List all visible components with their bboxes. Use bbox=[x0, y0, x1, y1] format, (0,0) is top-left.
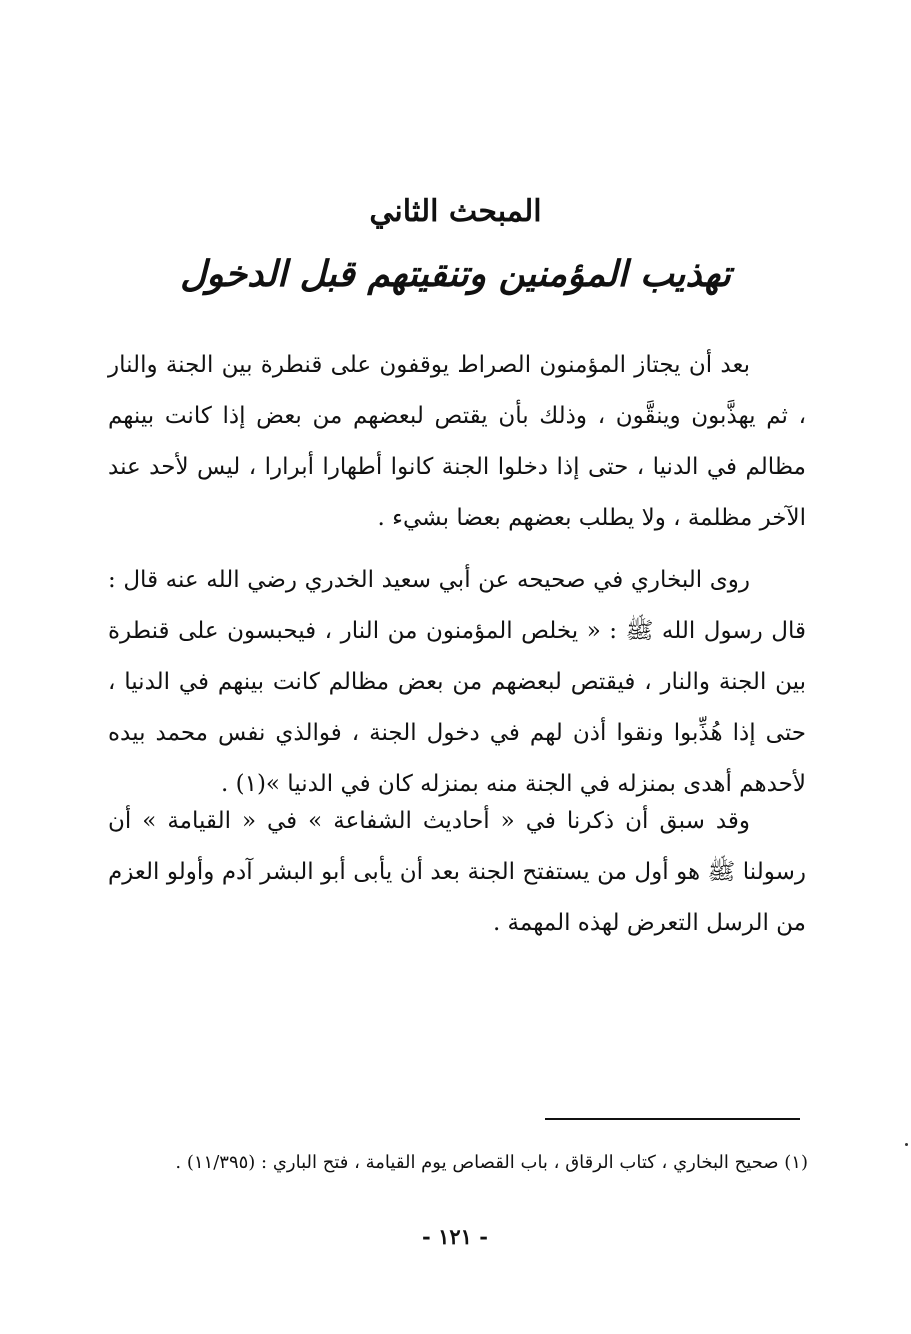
section-subtitle: تهذيب المؤمنين وتنقيتهم قبل الدخول bbox=[180, 253, 731, 295]
footnote: (١) صحيح البخاري ، كتاب الرقاق ، باب القصاص يوم القيامة ، فتح الباري : (١١/٣٩٥) . bbox=[175, 1152, 808, 1173]
paragraph-1: بعد أن يجتاز المؤمنون الصراط يوقفون على قنطرة بين الجنة والنار ، ثم يهذَّبون وينقَّون ، وذلك بأن يقتص لبعضهم من بعض إذا كانت بينهم مظالم في الدنيا ، حتى إذا دخلوا الجنة كانوا أطهارا أبرارا ، ليس لأحد عند الآخر مظلمة ، ولا يطلب بعضهم بعضا بشيء . bbox=[108, 352, 806, 531]
page-number: - ١٢١ - bbox=[422, 1224, 488, 1249]
section-heading: المبحث الثاني bbox=[369, 194, 542, 229]
footnote-divider bbox=[545, 1118, 800, 1120]
scan-speck bbox=[905, 1143, 908, 1146]
paragraph-2: روى البخاري في صحيحه عن أبي سعيد الخدري رضي الله عنه قال : قال رسول الله ﷺ : « يخلص المؤمنون من النار ، فيحبسون على قنطرة بين الجنة والنار ، فيقتص لبعضهم من بعض مظالم كانت بينهم في الدنيا ، حتى إذا هُذِّبوا ونقوا أذن لهم في دخول الجنة ، فوالذي نفس محمد بيده لأحدهم أهدى بمنزله في الجنة منه بمنزله كان في الدنيا »(١) . bbox=[108, 567, 807, 797]
paragraph-3: وقد سبق أن ذكرنا في « أحاديث الشفاعة » في « القيامة » أن رسولنا ﷺ هو أول من يستفتح الجنة بعد أن يأبى أبو البشر آدم وأولو العزم من الرسل التعرض لهذه المهمة . bbox=[108, 808, 806, 936]
